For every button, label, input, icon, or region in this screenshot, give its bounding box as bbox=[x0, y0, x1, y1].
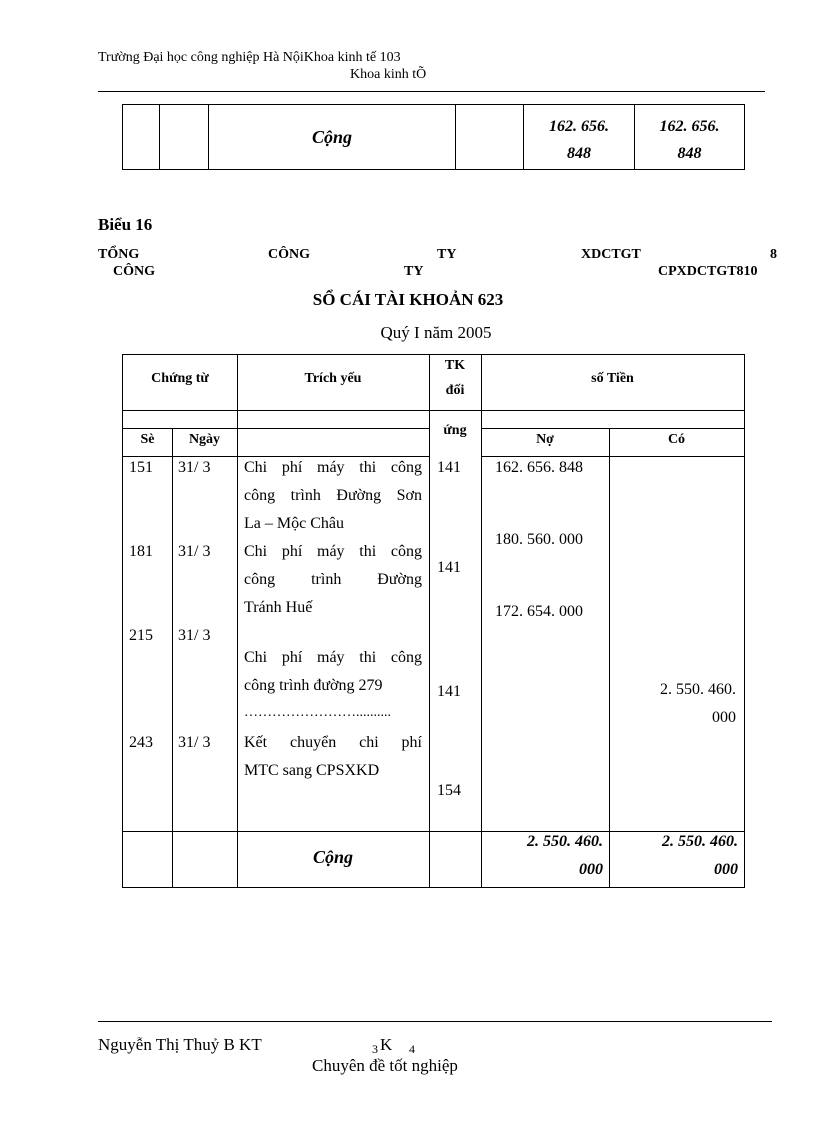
top-credit-line-1: 162. 656. bbox=[659, 118, 720, 135]
description-line: Tránh Huế bbox=[244, 599, 313, 616]
header-line-2: Khoa kinh tÕ bbox=[350, 67, 427, 82]
total-debit-line-2: 000 bbox=[579, 861, 603, 878]
voucher-number: 151 bbox=[129, 459, 153, 476]
description-line: Chi phí máy thi công bbox=[244, 543, 422, 560]
hline-2b bbox=[481, 428, 744, 429]
company-row1-w3: TY bbox=[437, 247, 457, 262]
header-rule bbox=[98, 91, 765, 92]
debit-amount: 162. 656. 848 bbox=[495, 459, 583, 476]
voucher-number: 215 bbox=[129, 627, 153, 644]
top-debit-line-2: 848 bbox=[567, 145, 591, 162]
header-account-1: TK bbox=[444, 358, 466, 373]
vline-1 bbox=[172, 428, 173, 887]
voucher-date: 31/ 3 bbox=[178, 459, 211, 476]
description-line: …………………….......... bbox=[244, 705, 391, 720]
header-account-2: đối bbox=[445, 383, 465, 398]
hline-3b bbox=[481, 456, 744, 457]
company-row1-w4: XDCTGT bbox=[581, 247, 641, 262]
ledger-title: SỔ CÁI TÀI KHOẢN 623 bbox=[312, 290, 504, 309]
debit-amount: 180. 560. 000 bbox=[495, 531, 583, 548]
footer-rule bbox=[98, 1021, 772, 1022]
footer-k: K bbox=[380, 1035, 393, 1054]
hline-4 bbox=[123, 831, 744, 832]
header-description: Trích yếu bbox=[304, 371, 362, 386]
company-row2-w1: CÔNG bbox=[113, 264, 155, 279]
company-row1-w1: TỔNG bbox=[98, 247, 140, 262]
voucher-date: 31/ 3 bbox=[178, 543, 211, 560]
debit-amount: 172. 654. 000 bbox=[495, 603, 583, 620]
top-empty-cell-2 bbox=[160, 105, 209, 170]
top-total-table bbox=[122, 104, 745, 170]
voucher-number: 181 bbox=[129, 543, 153, 560]
header-number: Sè bbox=[140, 432, 155, 447]
vline-5 bbox=[609, 428, 610, 887]
footer-author: Nguyễn Thị Thuỷ B KT bbox=[98, 1035, 262, 1054]
company-row1-w5: 8 bbox=[770, 247, 777, 262]
ledger-table bbox=[122, 354, 745, 888]
header-amount: số Tiền bbox=[591, 371, 634, 386]
header-account-3: ứng bbox=[443, 423, 467, 438]
description-line: công trình Đường Sơn bbox=[244, 487, 422, 504]
hline-2a bbox=[123, 428, 429, 429]
header-debit: Nợ bbox=[536, 432, 554, 447]
account-code: 154 bbox=[437, 782, 461, 799]
total-label: Cộng bbox=[312, 847, 354, 867]
top-total-debit bbox=[524, 105, 635, 170]
account-code: 141 bbox=[437, 683, 461, 700]
vline-2 bbox=[237, 355, 238, 887]
credit-amount-line-2: 000 bbox=[712, 709, 736, 726]
account-code: 141 bbox=[437, 559, 461, 576]
hline-1 bbox=[123, 410, 744, 411]
description-line: công trình Đường bbox=[244, 571, 422, 588]
top-total-credit bbox=[635, 105, 745, 170]
voucher-date: 31/ 3 bbox=[178, 627, 211, 644]
footer-sub-4: 4 bbox=[409, 1042, 415, 1056]
total-credit-line-2: 000 bbox=[714, 861, 738, 878]
voucher-number: 243 bbox=[129, 734, 153, 751]
section-heading: Biểu 16 bbox=[98, 215, 153, 234]
top-credit-line-2: 848 bbox=[677, 145, 702, 162]
footer-sub-3: 3 bbox=[372, 1042, 378, 1056]
description-line: MTC sang CPSXKD bbox=[244, 762, 380, 779]
description-line: Kết chuyển chi phí bbox=[244, 734, 422, 751]
header-date: Ngày bbox=[188, 432, 221, 447]
top-empty-cell-1 bbox=[123, 105, 160, 170]
ledger-period: Quý I năm 2005 bbox=[380, 323, 492, 342]
top-total-label: Cộng bbox=[209, 105, 456, 170]
description-line: La – Mộc Châu bbox=[244, 515, 344, 532]
footer-subtitle: Chuyên đề tốt nghiệp bbox=[312, 1056, 458, 1075]
company-row1-w2: CÔNG bbox=[268, 247, 310, 262]
header-line-1: Trường Đại học công nghiệp Hà NộiKhoa kinh tế 103 bbox=[98, 50, 401, 65]
header-voucher: Chứng từ bbox=[151, 371, 209, 386]
total-credit-line-1: 2. 550. 460. bbox=[662, 833, 738, 850]
company-row2-w2: TY bbox=[404, 264, 424, 279]
description-line: Chi phí máy thi công bbox=[244, 459, 422, 476]
credit-amount-line-1: 2. 550. 460. bbox=[660, 681, 736, 698]
description-line: công trình đường 279 bbox=[244, 677, 383, 694]
top-empty-cell-3 bbox=[456, 105, 524, 170]
hline-3a bbox=[123, 456, 429, 457]
account-code: 141 bbox=[437, 459, 461, 476]
description-line: Chi phí máy thi công bbox=[244, 649, 422, 666]
voucher-date: 31/ 3 bbox=[178, 734, 211, 751]
top-debit-line-1: 162. 656. bbox=[549, 118, 609, 135]
total-debit-line-1: 2. 550. 460. bbox=[527, 833, 603, 850]
company-row2-w3: CPXDCTGT810 bbox=[658, 264, 758, 279]
header-credit: Có bbox=[667, 432, 686, 447]
